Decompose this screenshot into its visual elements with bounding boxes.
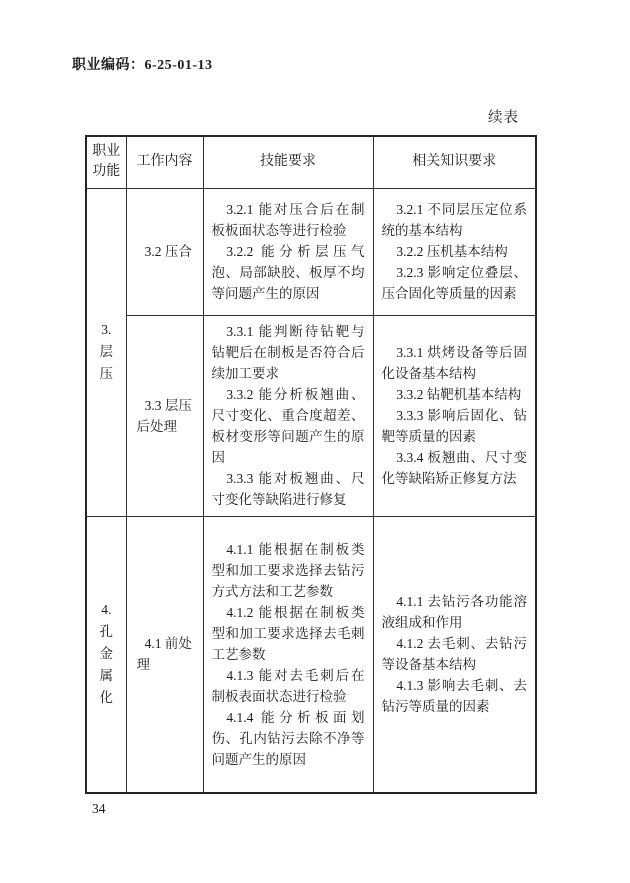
skill-item: 4.1.4 能分析板面划伤、孔内钻污去除不净等问题产生的原因 — [211, 709, 365, 767]
knowledge-item: 3.3.1 烘烤设备等后固化设备基本结构 — [381, 345, 527, 381]
function-line: 层 — [99, 344, 113, 359]
skill-item: 3.3.1 能判断待钻靶与钻靶后在制板是否符合后续加工要求 — [211, 324, 365, 381]
knowledge-item: 4.1.3 影响去毛刺、去钻污等质量的因素 — [381, 678, 527, 715]
skill-item: 3.2.1 能对压合后在制板板面状态等进行检验 — [211, 202, 365, 238]
knowledge-item: 4.1.2 去毛刺、去钻污等设备基本结构 — [381, 636, 527, 673]
knowledge-item: 3.3.4 板翘曲、尺寸变化等缺陷矫正修复方法 — [381, 450, 527, 486]
function-cell-hole-metallization — [86, 516, 126, 793]
table-row-4-1 — [86, 516, 536, 793]
continued-table-label: 续表 — [488, 110, 519, 126]
knowledge-cell-3-3 — [373, 315, 536, 516]
function-line: 3. — [101, 322, 112, 337]
skill-item: 4.1.2 能根据在制板类型和加工要求选择去毛刺工艺参数 — [211, 604, 365, 662]
work-label: 4.1 前处理 — [136, 636, 192, 673]
requirements-table — [85, 135, 537, 794]
header-cell-skill-requirements: 技能要求 — [203, 136, 373, 188]
header-cell-knowledge-requirements: 相关知识要求 — [373, 136, 536, 188]
knowledge-item: 3.2.3 影响定位叠层、压合固化等质量的因素 — [381, 265, 527, 301]
knowledge-cell-4-1 — [373, 516, 536, 793]
knowledge-cell-3-2 — [373, 188, 536, 315]
skills-cell-3-3 — [203, 315, 373, 516]
skill-item: 4.1.3 能对去毛刺后在制板表面状态进行检验 — [211, 667, 365, 704]
knowledge-item: 3.3.2 钻靶机基本结构 — [396, 387, 522, 402]
function-line: 化 — [99, 690, 113, 706]
work-label: 3.3 层压后处理 — [136, 397, 192, 434]
function-line: 属 — [99, 668, 113, 684]
function-cell-lamination — [86, 188, 126, 516]
skill-item: 3.2.2 能分析层压气泡、局部缺胶、板厚不均等问题产生的原因 — [211, 244, 365, 301]
skills-cell-3-2 — [203, 188, 373, 315]
knowledge-item: 3.3.3 影响后固化、钻靶等质量的因素 — [381, 408, 527, 444]
skill-item: 4.1.1 能根据在制板类型和加工要求选择去钻污方式方法和工艺参数 — [211, 541, 365, 599]
skill-item: 3.3.2 能分析板翘曲、尺寸变化、重合度超差、板材变形等问题产生的原因 — [211, 387, 365, 465]
function-line: 金 — [99, 646, 113, 662]
work-cell-3-3 — [126, 315, 203, 516]
knowledge-item: 4.1.1 去钻污各功能溶液组成和作用 — [381, 594, 527, 631]
knowledge-item: 3.2.1 不同层压定位系统的基本结构 — [381, 202, 527, 238]
table-row-3-2 — [86, 188, 536, 315]
skill-item: 3.3.3 能对板翘曲、尺寸变化等缺陷进行修复 — [211, 471, 365, 507]
header-cell-function: 职业功能 — [86, 136, 126, 188]
skills-cell-4-1 — [203, 516, 373, 793]
function-line: 压 — [99, 366, 113, 381]
table-row-3-3 — [86, 315, 536, 516]
work-label: 3.2 压合 — [144, 244, 192, 259]
function-line: 孔 — [99, 624, 113, 640]
work-cell-3-2 — [126, 188, 203, 315]
header-cell-work-content: 工作内容 — [126, 136, 203, 188]
table-header-row — [86, 136, 536, 188]
function-line: 4. — [101, 602, 112, 618]
knowledge-item: 3.2.2 压机基本结构 — [396, 244, 508, 259]
work-cell-4-1 — [126, 516, 203, 793]
page-number: 34 — [92, 801, 106, 816]
occupation-code: 职业编码：6-25-01-13 — [72, 58, 213, 73]
